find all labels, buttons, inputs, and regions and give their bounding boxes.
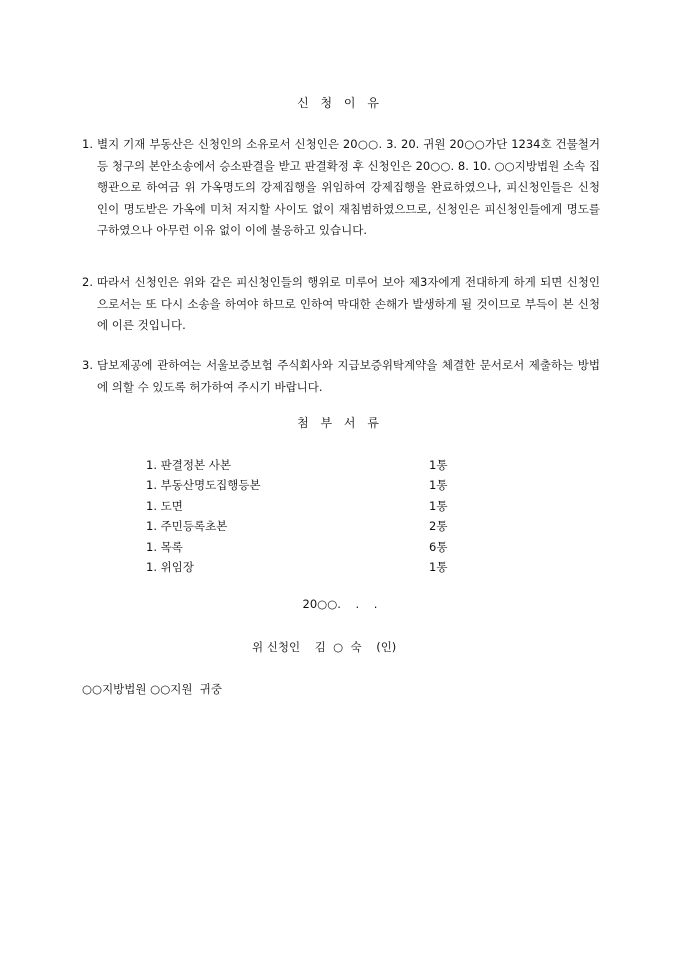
reasons-title: 신 청 이 유 xyxy=(297,96,383,110)
attachment-qty: 1통 xyxy=(429,559,448,574)
attachment-name: 1. 판결정본 사본 xyxy=(146,458,231,472)
paragraph-number: 1. xyxy=(82,137,93,151)
attachment-row xyxy=(146,516,456,536)
paragraph-text: 별지 기재 부동산은 신청인의 소유로서 신청인은 20○○. 3. 20. 귀원 20○○가단 1234호 건물철거 등 청구의 본안소송에서 승소판결을 받고 판결확정 후 신청인은 20○○. 8. 10. ○○지방법원 소속 집행관으로 하여금 위 가옥명도의 강제집행을 위임하여 강제집행을 완료하였으나, 피신청인들은 신청인이 명도받은 가옥에 미처 저지할 사이도 없이 재침범하였으므로, 신청인은 피신청인들에게 명도를 구하였으나 아무런 이유 없이 이에 불응하고 있습니다. xyxy=(97,137,600,237)
paragraph-number: 2. xyxy=(82,275,93,289)
paragraph-2 xyxy=(82,272,600,337)
paragraph-3 xyxy=(82,355,600,398)
paragraph-1 xyxy=(82,134,600,242)
applicant-signature: 위 신청인 김 ○ 숙 (인) xyxy=(252,640,397,654)
attachment-row xyxy=(146,537,456,557)
attachment-row xyxy=(146,557,456,577)
court-addressee: ○○지방법원 ○○지원 귀중 xyxy=(82,682,222,696)
attachment-qty: 2통 xyxy=(429,519,448,534)
attachment-name: 1. 주민등록초본 xyxy=(146,519,228,534)
paragraph-number: 3. xyxy=(82,358,93,372)
attachments-title: 첨 부 서 류 xyxy=(297,416,383,430)
attachment-name: 1. 위임장 xyxy=(146,559,194,574)
attachment-row xyxy=(146,496,456,516)
attachment-row xyxy=(146,455,456,475)
attachment-row xyxy=(146,475,456,495)
attachment-qty: 1통 xyxy=(429,498,448,513)
document-date: 20○○. . . xyxy=(302,597,378,611)
attachment-name: 1. 부동산명도집행등본 xyxy=(146,478,261,493)
attachment-name: 1. 목록 xyxy=(146,539,183,554)
attachments-list xyxy=(146,455,456,577)
attachment-qty: 1통 xyxy=(429,478,448,493)
attachment-name: 1. 도면 xyxy=(146,498,183,513)
attachment-qty: 6통 xyxy=(429,539,448,554)
paragraph-text: 담보제공에 관하여는 서울보증보험 주식회사와 지급보증위탁계약을 체결한 문서로서 제출하는 방법에 의할 수 있도록 허가하여 주시기 바랍니다. xyxy=(97,358,600,394)
attachment-qty: 1통 xyxy=(429,458,448,472)
paragraph-text: 따라서 신청인은 위와 같은 피신청인들의 행위로 미루어 보아 제3자에게 전대하게 하게 되면 신청인으로서는 또 다시 소송을 하여야 하므로 인하여 막대한 손해가 발생하게 될 것이므로 부득이 본 신청에 이른 것입니다. xyxy=(97,275,600,332)
